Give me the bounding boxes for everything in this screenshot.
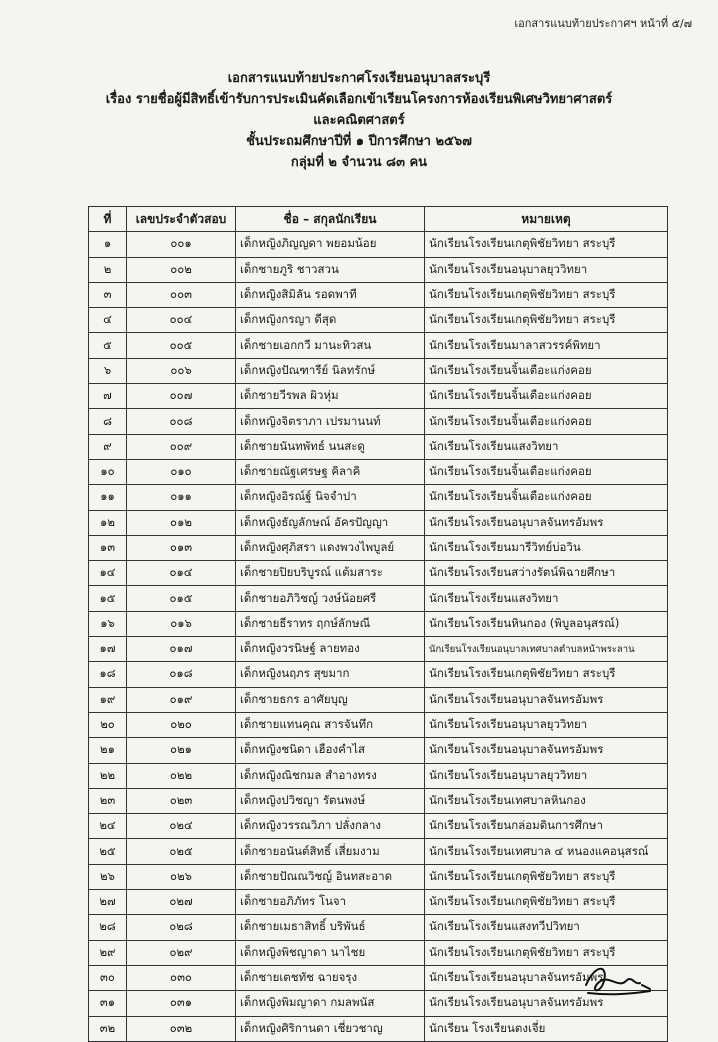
cell-remark: นักเรียนโรงเรียนอนุบาลยุววิทยา [425, 257, 668, 282]
cell-exam-id: ๐๒๘ [127, 915, 236, 940]
cell-name: เด็กหญิงสิมิลัน รอดพาที [236, 282, 425, 307]
cell-exam-id: ๐๒๓ [127, 788, 236, 813]
title-line-5: กลุ่มที่ ๒ จำนวน ๘๓ คน [290, 155, 428, 170]
cell-exam-id: ๐๒๗ [127, 890, 236, 915]
cell-exam-id: ๐๐๗ [127, 384, 236, 409]
cell-exam-id: ๐๒๔ [127, 814, 236, 839]
cell-name: เด็กหญิงศุภิสรา แดงพวงไพบูลย์ [236, 535, 425, 560]
cell-exam-id: ๐๐๕ [127, 333, 236, 358]
cell-remark: นักเรียนโรงเรียนอนุบาลจันทรอัมพร [425, 991, 668, 1016]
table-body [89, 232, 668, 1042]
cell-name: เด็กหญิงศิริกานดา เชี่ยวชาญ [236, 1016, 425, 1041]
table-row [89, 485, 668, 510]
cell-name: เด็กชายเอกกวี มานะทิวสน [236, 333, 425, 358]
cell-name: เด็กชายณัฐเศรษฐ คิลาคิ [236, 459, 425, 484]
cell-remark: นักเรียนโรงเรียนมาลาสวรรค์พิทยา [425, 333, 668, 358]
cell-name: เด็กหญิงกรญา ดีสุด [236, 308, 425, 333]
cell-remark: นักเรียนโรงเรียนอนุบาลยุววิทยา [425, 763, 668, 788]
cell-no: ๑๕ [89, 586, 127, 611]
cell-no: ๑๗ [89, 637, 127, 662]
cell-no: ๖ [89, 358, 127, 383]
cell-no: ๒๕ [89, 839, 127, 864]
cell-exam-id: ๐๓๑ [127, 991, 236, 1016]
cell-exam-id: ๐๒๒ [127, 763, 236, 788]
cell-no: ๒๔ [89, 814, 127, 839]
cell-remark: นักเรียนโรงเรียนแสงทวีปวิทยา [425, 915, 668, 940]
cell-remark: นักเรียนโรงเรียนอนุบาลจันทรอัมพร [425, 687, 668, 712]
cell-name: เด็กหญิงณิชกมล สำอางทรง [236, 763, 425, 788]
cell-remark: นักเรียนโรงเรียนอนุบาลเทศบาลตำบลหน้าพระลาน [425, 637, 668, 662]
header-exam-id: เลขประจำตัวสอบ [127, 207, 236, 232]
table-row [89, 586, 668, 611]
cell-remark: นักเรียนโรงเรียนจิ้นเตือะแก่งคอย [425, 409, 668, 434]
cell-exam-id: ๐๒๙ [127, 940, 236, 965]
cell-remark: นักเรียนโรงเรียนอนุบาลยุววิทยา [425, 712, 668, 737]
table-row [89, 257, 668, 282]
table-row [89, 637, 668, 662]
cell-no: ๔ [89, 308, 127, 333]
cell-no: ๓๐ [89, 965, 127, 990]
cell-no: ๓๑ [89, 991, 127, 1016]
cell-exam-id: ๐๑๘ [127, 662, 236, 687]
table-row [89, 915, 668, 940]
header-no: ที่ [89, 207, 127, 232]
table-row [89, 712, 668, 737]
cell-no: ๒๐ [89, 712, 127, 737]
cell-remark: นักเรียนโรงเรียนจิ้นเตือะแก่งคอย [425, 358, 668, 383]
cell-exam-id: ๐๓๐ [127, 965, 236, 990]
cell-name: เด็กหญิงจิตราภา เปรมานนท์ [236, 409, 425, 434]
cell-name: เด็กหญิงชนิดา เฮืองคำไส [236, 738, 425, 763]
table-row [89, 890, 668, 915]
table-row [89, 561, 668, 586]
cell-name: เด็กหญิงพิชญาดา นาไชย [236, 940, 425, 965]
cell-name: เด็กหญิงภิญญดา พยอมน้อย [236, 232, 425, 257]
cell-name: เด็กหญิงวรรณวิภา ปลั่งกลาง [236, 814, 425, 839]
cell-remark: นักเรียนโรงเรียนกล่อมดินการศึกษา [425, 814, 668, 839]
table-row [89, 282, 668, 307]
cell-name: เด็กชายปัณณวิชญ์ อินทสะอาด [236, 864, 425, 889]
cell-remark: นักเรียนโรงเรียนเกตุพิชัยวิทยา สระบุรี [425, 662, 668, 687]
cell-no: ๑๘ [89, 662, 127, 687]
cell-name: เด็กหญิงพิมญาดา กมลพนัส [236, 991, 425, 1016]
title-line-3: และคณิตศาสตร์ [313, 113, 405, 128]
cell-remark: นักเรียนโรงเรียนเกตุพิชัยวิทยา สระบุรี [425, 890, 668, 915]
cell-name: เด็กหญิงปวิชญา รัตนพงษ์ [236, 788, 425, 813]
cell-remark: นักเรียนโรงเรียนเทศบาลหินกอง [425, 788, 668, 813]
student-table [88, 206, 668, 1042]
cell-remark: นักเรียนโรงเรียนเทศบาล ๔ หนองแคอนุสรณ์ [425, 839, 668, 864]
table-row [89, 738, 668, 763]
table-row [89, 333, 668, 358]
cell-exam-id: ๐๓๒ [127, 1016, 236, 1041]
cell-name: เด็กชายอนันต์สิทธิ์ เสี่ยมงาม [236, 839, 425, 864]
header-remark: หมายเหตุ [425, 207, 668, 232]
cell-no: ๑๒ [89, 510, 127, 535]
cell-no: ๑๓ [89, 535, 127, 560]
cell-name: เด็กชายธีราทร ฤกษ์ลักษณี [236, 611, 425, 636]
cell-no: ๒๗ [89, 890, 127, 915]
cell-remark: นักเรียนโรงเรียนอนุบาลจันทรอัมพร [425, 738, 668, 763]
cell-no: ๗ [89, 384, 127, 409]
cell-name: เด็กชายวีรพล ผิวหุ่ม [236, 384, 425, 409]
cell-exam-id: ๐๐๙ [127, 434, 236, 459]
cell-remark: นักเรียนโรงเรียนหินกอง (พิบูลอนุสรณ์) [425, 611, 668, 636]
cell-name: เด็กชายอภิวิชญ์ วงษ์น้อยศรี [236, 586, 425, 611]
table-row [89, 535, 668, 560]
cell-exam-id: ๐๑๓ [127, 535, 236, 560]
table-row [89, 1016, 668, 1041]
cell-name: เด็กชายธกร อาศัยบุญ [236, 687, 425, 712]
cell-exam-id: ๐๑๔ [127, 561, 236, 586]
cell-exam-id: ๐๑๙ [127, 687, 236, 712]
cell-exam-id: ๐๒๐ [127, 712, 236, 737]
table-row [89, 839, 668, 864]
cell-remark: นักเรียนโรงเรียนจิ้นเตือะแก่งคอย [425, 384, 668, 409]
cell-no: ๕ [89, 333, 127, 358]
title-line-2: เรื่อง รายชื่อผู้มีสิทธิ์เข้ารับการประเมินคัดเลือกเข้าเรียนโครงการห้องเรียนพิเศษวิทยาศาสตร์ [105, 92, 613, 107]
cell-no: ๑๖ [89, 611, 127, 636]
cell-no: ๑๔ [89, 561, 127, 586]
cell-exam-id: ๐๒๑ [127, 738, 236, 763]
cell-no: ๑ [89, 232, 127, 257]
cell-no: ๑๙ [89, 687, 127, 712]
cell-remark: นักเรียนโรงเรียนแสงวิทยา [425, 586, 668, 611]
cell-no: ๒๘ [89, 915, 127, 940]
cell-no: ๒๙ [89, 940, 127, 965]
cell-exam-id: ๐๐๓ [127, 282, 236, 307]
cell-name: เด็กชายเตชทัช ฉายจรุง [236, 965, 425, 990]
cell-remark: นักเรียนโรงเรียนมารีวิทย์บ่อวิน [425, 535, 668, 560]
cell-remark: นักเรียน โรงเรียนตงเจี่ย [425, 1016, 668, 1041]
table-row [89, 687, 668, 712]
cell-remark: นักเรียนโรงเรียนจิ้นเตือะแก่งคอย [425, 459, 668, 484]
cell-remark: นักเรียนโรงเรียนเกตุพิชัยวิทยา สระบุรี [425, 282, 668, 307]
cell-exam-id: ๐๑๑ [127, 485, 236, 510]
cell-no: ๒๖ [89, 864, 127, 889]
table-row [89, 434, 668, 459]
header-name: ชื่อ – สกุลนักเรียน [236, 207, 425, 232]
cell-no: ๒ [89, 257, 127, 282]
cell-exam-id: ๐๐๖ [127, 358, 236, 383]
cell-name: เด็กชายปิยบริบูรณ์ แต้มสาระ [236, 561, 425, 586]
cell-name: เด็กหญิงปัณฑารีย์ นิลทรักษ์ [236, 358, 425, 383]
cell-remark: นักเรียนโรงเรียนสว่างรัตน์พิฉายศึกษา [425, 561, 668, 586]
cell-exam-id: ๐๑๖ [127, 611, 236, 636]
cell-no: ๒๑ [89, 738, 127, 763]
cell-exam-id: ๐๒๕ [127, 839, 236, 864]
table-row [89, 864, 668, 889]
cell-remark: นักเรียนโรงเรียนเกตุพิชัยวิทยา สระบุรี [425, 940, 668, 965]
table-header-row [89, 207, 668, 232]
cell-remark: นักเรียนโรงเรียนอนุบาลจันทรอัมพร [425, 965, 668, 990]
cell-exam-id: ๐๐๑ [127, 232, 236, 257]
cell-exam-id: ๐๐๒ [127, 257, 236, 282]
cell-name: เด็กชายอภิภัทร โนจา [236, 890, 425, 915]
cell-name: เด็กชายเมธาสิทธิ์ บริพันธ์ [236, 915, 425, 940]
cell-name: เด็กหญิงวรนิษฐ์ ลายทอง [236, 637, 425, 662]
cell-name: เด็กหญิงอิรณ์ฐ์ นิจจำปา [236, 485, 425, 510]
cell-no: ๒๓ [89, 788, 127, 813]
table-row [89, 232, 668, 257]
cell-remark: นักเรียนโรงเรียนอนุบาลจันทรอัมพร [425, 510, 668, 535]
document-title [0, 68, 718, 173]
table-row [89, 358, 668, 383]
cell-exam-id: ๐๑๗ [127, 637, 236, 662]
cell-name: เด็กชายนันทพัทธ์ นนสะดู [236, 434, 425, 459]
page-label: เอกสารแนบท้ายประกาศฯ หน้าที่ ๕/๗ [514, 17, 692, 30]
cell-remark: นักเรียนโรงเรียนเกตุพิชัยวิทยา สระบุรี [425, 864, 668, 889]
table-row [89, 662, 668, 687]
cell-remark: นักเรียนโรงเรียนเกตุพิชัยวิทยา สระบุรี [425, 232, 668, 257]
cell-name: เด็กชายแทนคุณ สารจันทึก [236, 712, 425, 737]
cell-exam-id: ๐๑๐ [127, 459, 236, 484]
signature [578, 955, 658, 1005]
cell-exam-id: ๐๐๘ [127, 409, 236, 434]
table-row [89, 788, 668, 813]
cell-exam-id: ๐๑๒ [127, 510, 236, 535]
cell-no: ๘ [89, 409, 127, 434]
title-line-4: ชั้นประถมศึกษาปีที่ ๑ ปีการศึกษา ๒๕๖๗ [246, 134, 472, 149]
cell-exam-id: ๐๒๖ [127, 864, 236, 889]
cell-no: ๑๑ [89, 485, 127, 510]
table-row [89, 459, 668, 484]
cell-name: เด็กหญิงธัญลักษณ์ อัครปัญญา [236, 510, 425, 535]
table-row [89, 384, 668, 409]
cell-remark: นักเรียนโรงเรียนเกตุพิชัยวิทยา สระบุรี [425, 308, 668, 333]
table-row [89, 409, 668, 434]
cell-name: เด็กชายภูริ ชาวสวน [236, 257, 425, 282]
table-row [89, 814, 668, 839]
cell-name: เด็กหญิงนฤภร สุขมาก [236, 662, 425, 687]
cell-no: ๙ [89, 434, 127, 459]
cell-exam-id: ๐๐๔ [127, 308, 236, 333]
table-row [89, 510, 668, 535]
table-row [89, 611, 668, 636]
title-line-1: เอกสารแนบท้ายประกาศโรงเรียนอนุบาลสระบุรี [227, 71, 491, 86]
table-row [89, 763, 668, 788]
cell-no: ๓๒ [89, 1016, 127, 1041]
cell-remark: นักเรียนโรงเรียนจิ้นเตือะแก่งคอย [425, 485, 668, 510]
cell-exam-id: ๐๑๕ [127, 586, 236, 611]
cell-remark: นักเรียนโรงเรียนแสงวิทยา [425, 434, 668, 459]
table-row [89, 308, 668, 333]
cell-no: ๑๐ [89, 459, 127, 484]
cell-no: ๓ [89, 282, 127, 307]
cell-no: ๒๒ [89, 763, 127, 788]
